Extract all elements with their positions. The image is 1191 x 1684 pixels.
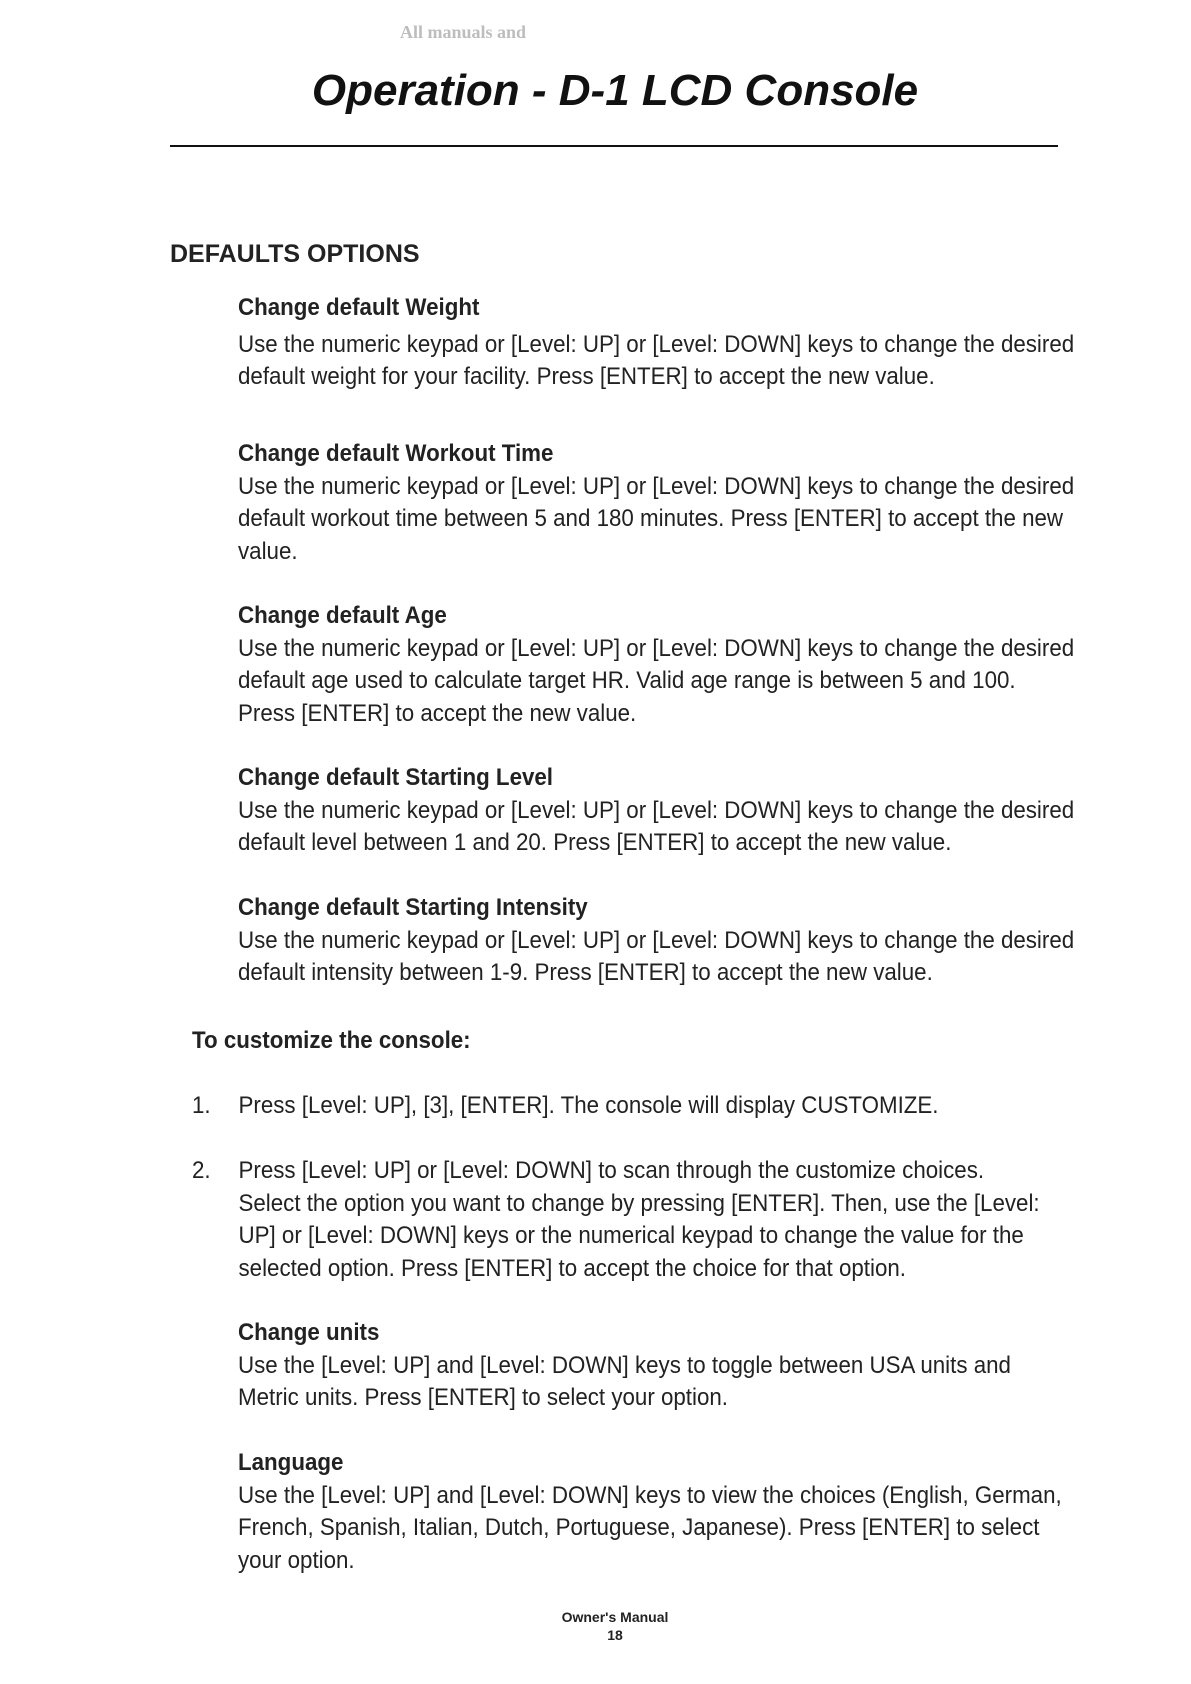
option-heading: Change default Starting Level bbox=[238, 764, 554, 791]
watermark-text: All manuals and bbox=[400, 22, 527, 42]
option-description: Use the [Level: UP] and [Level: DOWN] keys to toggle between USA units and Metric units. Press [ENTER] to select your option. bbox=[238, 1351, 1011, 1411]
step-text: Press [Level: UP], [3], [ENTER]. The console will display CUSTOMIZE. bbox=[238, 1092, 939, 1119]
page-footer bbox=[0, 1608, 1191, 1644]
change-units-block bbox=[238, 1317, 1075, 1415]
option-description: Use the [Level: UP] and [Level: DOWN] keys to view the choices (English, German, French, Spanish, Italian, Dutch, Portuguese, Japanese). Press [ENTER] to select your option. bbox=[238, 1481, 1062, 1574]
page-title: Operation - D-1 LCD Console bbox=[311, 66, 919, 115]
option-description: Use the numeric keypad or [Level: UP] or [Level: DOWN] keys to change the desired default workout time between 5 and 180 minutes. Press [ENTER] to accept the new value. bbox=[238, 472, 1075, 565]
step-number: 2. bbox=[192, 1157, 211, 1184]
list-item bbox=[192, 1090, 1048, 1123]
language-block bbox=[238, 1447, 1075, 1577]
customize-heading: To customize the console: bbox=[192, 1027, 471, 1054]
default-workout-time-block bbox=[238, 438, 1075, 568]
default-weight-block bbox=[238, 292, 1075, 394]
footer-label: Owner's Manual bbox=[561, 1609, 669, 1625]
page-number: 18 bbox=[607, 1627, 623, 1643]
option-description: Use the numeric keypad or [Level: UP] or [Level: DOWN] keys to change the desired default weight for your facility. Press [ENTER] to accept the new value. bbox=[238, 330, 1075, 390]
option-heading: Change units bbox=[238, 1319, 380, 1346]
section-heading: DEFAULTS OPTIONS bbox=[170, 240, 420, 268]
option-heading: Change default Starting Intensity bbox=[238, 894, 588, 921]
option-description: Use the numeric keypad or [Level: UP] or [Level: DOWN] keys to change the desired default level between 1 and 20. Press [ENTER] to accept the new value. bbox=[238, 796, 1075, 856]
title-divider bbox=[170, 145, 1058, 147]
default-age-block bbox=[238, 600, 1075, 730]
option-heading: Language bbox=[238, 1449, 344, 1476]
step-number: 1. bbox=[192, 1092, 211, 1119]
default-starting-intensity-block bbox=[238, 892, 1075, 990]
list-item bbox=[192, 1155, 1048, 1285]
option-heading: Change default Age bbox=[238, 602, 447, 629]
option-heading: Change default Workout Time bbox=[238, 440, 554, 467]
option-description: Use the numeric keypad or [Level: UP] or [Level: DOWN] keys to change the desired default age used to calculate target HR. Valid age range is between 5 and 100. Press [ENTER] to accept the new value. bbox=[238, 634, 1075, 727]
step-text: Press [Level: UP] or [Level: DOWN] to scan through the customize choices. Select the option you want to change by pressing [ENTER]. Then, use the [Level: UP] or [Level: DOWN] keys or the numerical keypad to change the value for the selected option. Press [ENTER] to accept the choice for that option. bbox=[238, 1157, 1040, 1282]
option-description: Use the numeric keypad or [Level: UP] or [Level: DOWN] keys to change the desired default intensity between 1-9. Press [ENTER] to accept the new value. bbox=[238, 926, 1075, 986]
default-starting-level-block bbox=[238, 762, 1075, 860]
option-heading: Change default Weight bbox=[238, 294, 480, 321]
